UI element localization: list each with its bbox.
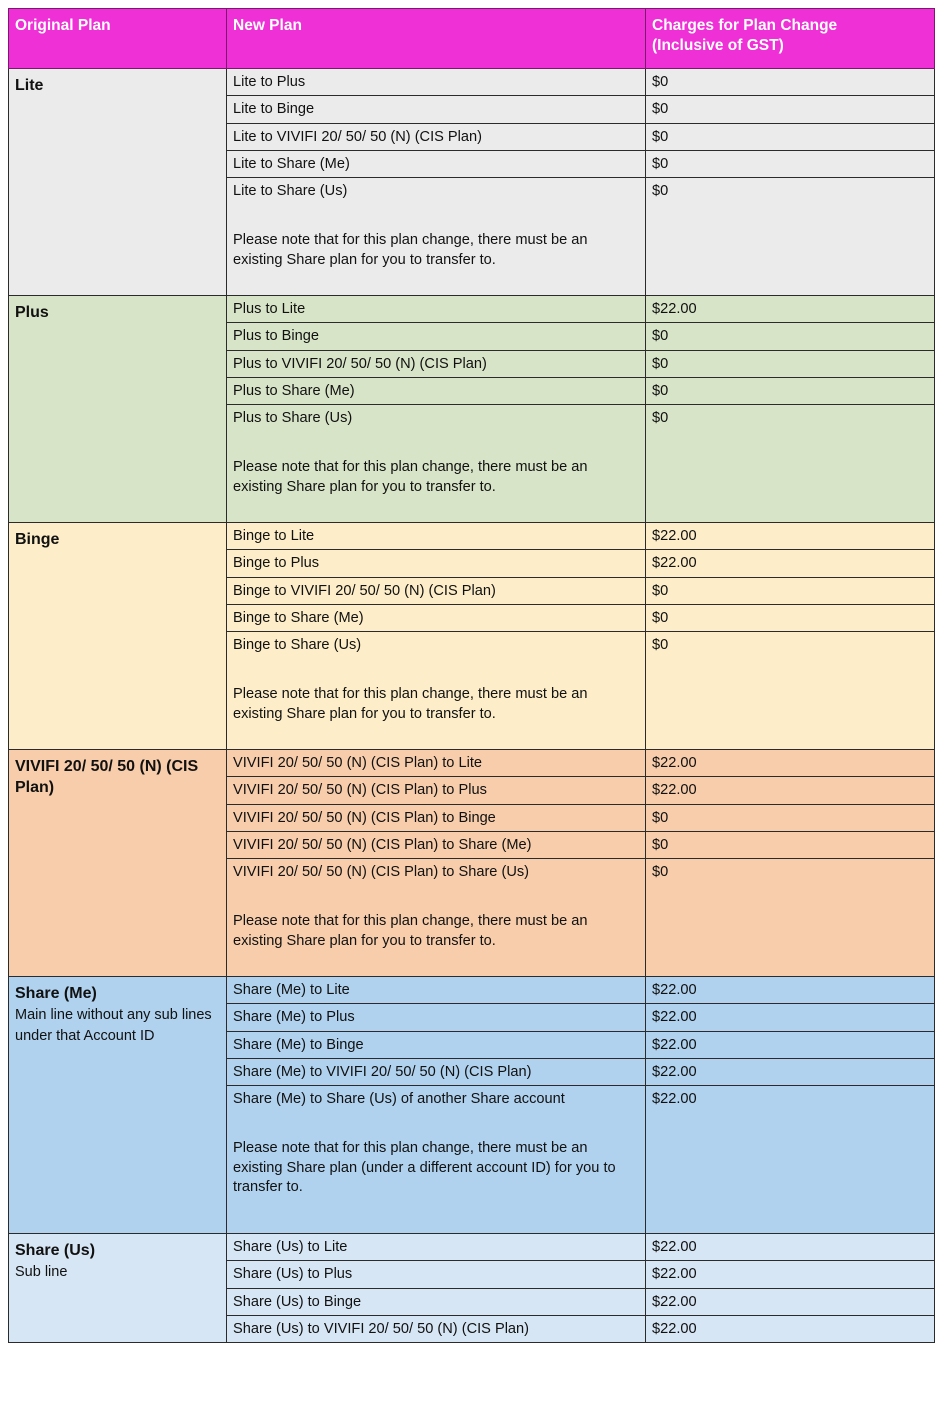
- new-plan-label: Plus to Share (Me): [233, 382, 355, 399]
- new-plan-label: Share (Me) to Binge: [233, 1036, 364, 1053]
- table-row: [9, 523, 935, 550]
- plan-change-note: Please note that for this plan change, there must be an existing Share plan (under a different account ID) for you to transfer to.: [233, 1140, 616, 1195]
- charge-cell: $0: [646, 69, 935, 96]
- charge-cell: $22.00: [646, 296, 935, 323]
- charge-cell: $0: [646, 804, 935, 831]
- new-plan-label: Share (Me) to Share (Us) of another Share account: [233, 1091, 565, 1107]
- new-plan-label: VIVIFI 20/ 50/ 50 (N) (CIS Plan) to Binge: [233, 809, 496, 826]
- charge-cell: $0: [646, 405, 935, 523]
- original-plan-name: Share (Me): [15, 985, 97, 1002]
- new-plan-label: VIVIFI 20/ 50/ 50 (N) (CIS Plan) to Plus: [233, 782, 487, 799]
- charge-cell: $0: [646, 96, 935, 123]
- new-plan-cell: [227, 178, 646, 296]
- new-plan-cell: [227, 1315, 646, 1342]
- new-plan-cell: [227, 1004, 646, 1031]
- charge-cell: $22.00: [646, 1234, 935, 1261]
- new-plan-cell: [227, 1086, 646, 1234]
- original-plan-subtext: Main line without any sub lines under that Account ID: [15, 1007, 212, 1045]
- new-plan-label: VIVIFI 20/ 50/ 50 (N) (CIS Plan) to Share (Us): [233, 864, 530, 880]
- new-plan-label: Binge to Lite: [233, 528, 315, 544]
- table-row: [9, 69, 935, 96]
- new-plan-cell: [227, 123, 646, 150]
- new-plan-cell: [227, 750, 646, 777]
- new-plan-cell: [227, 977, 646, 1004]
- header-charges-line1: Charges for Plan Change: [652, 17, 838, 34]
- charge-cell: $22.00: [646, 1315, 935, 1342]
- plan-change-note: Please note that for this plan change, there must be an existing Share plan for you to transfer to.: [233, 232, 588, 268]
- new-plan-cell: [227, 323, 646, 350]
- charge-cell: $22.00: [646, 1031, 935, 1058]
- new-plan-label: Binge to VIVIFI 20/ 50/ 50 (N) (CIS Plan): [233, 582, 496, 599]
- charge-cell: $22.00: [646, 550, 935, 577]
- charge-cell: $22.00: [646, 777, 935, 804]
- charge-cell: $0: [646, 123, 935, 150]
- plan-change-note: Please note that for this plan change, there must be an existing Share plan for you to transfer to.: [233, 459, 588, 495]
- new-plan-label: Share (Me) to Lite: [233, 982, 350, 998]
- new-plan-cell: [227, 523, 646, 550]
- table-row: [9, 977, 935, 1004]
- table-row: [9, 296, 935, 323]
- new-plan-label: Lite to VIVIFI 20/ 50/ 50 (N) (CIS Plan): [233, 128, 483, 145]
- new-plan-cell: [227, 831, 646, 858]
- new-plan-label: Share (Us) to Binge: [233, 1293, 362, 1310]
- header-row: [9, 9, 935, 69]
- new-plan-cell: [227, 1031, 646, 1058]
- new-plan-cell: [227, 1288, 646, 1315]
- original-plan-cell-share-us: [9, 1234, 227, 1343]
- new-plan-cell: [227, 377, 646, 404]
- charge-cell: $22.00: [646, 1004, 935, 1031]
- new-plan-label: VIVIFI 20/ 50/ 50 (N) (CIS Plan) to Share (Me): [233, 836, 532, 853]
- plan-change-note: Please note that for this plan change, there must be an existing Share plan for you to transfer to.: [233, 686, 588, 722]
- new-plan-cell: [227, 1234, 646, 1261]
- charge-cell: $0: [646, 604, 935, 631]
- original-plan-cell-vivifi: [9, 750, 227, 977]
- header-charges-line2: (Inclusive of GST): [652, 37, 784, 55]
- charge-cell: $0: [646, 831, 935, 858]
- new-plan-label: Plus to VIVIFI 20/ 50/ 50 (N) (CIS Plan): [233, 355, 487, 372]
- charge-cell: $0: [646, 632, 935, 750]
- new-plan-cell: [227, 859, 646, 977]
- original-plan-cell-plus: [9, 296, 227, 523]
- new-plan-label: Lite to Plus: [233, 74, 306, 90]
- new-plan-cell: [227, 1058, 646, 1085]
- charge-cell: $0: [646, 577, 935, 604]
- new-plan-cell: [227, 350, 646, 377]
- new-plan-label: Plus to Binge: [233, 328, 319, 345]
- new-plan-cell: [227, 1261, 646, 1288]
- new-plan-label: Share (Me) to Plus: [233, 1009, 355, 1026]
- table-header: [9, 9, 935, 69]
- header-original-plan: Original Plan: [9, 9, 227, 69]
- new-plan-label: Share (Us) to Lite: [233, 1239, 348, 1255]
- original-plan-name: Plus: [15, 304, 49, 321]
- charge-cell: $0: [646, 178, 935, 296]
- new-plan-cell: [227, 96, 646, 123]
- plan-change-note: Please note that for this plan change, there must be an existing Share plan for you to transfer to.: [233, 913, 588, 949]
- table-row: [9, 1234, 935, 1261]
- new-plan-label: Share (Me) to VIVIFI 20/ 50/ 50 (N) (CIS Plan): [233, 1063, 532, 1080]
- charge-cell: $22.00: [646, 750, 935, 777]
- header-charges: [646, 9, 935, 69]
- new-plan-label: Plus to Share (Us): [233, 410, 353, 426]
- new-plan-label: Lite to Share (Us): [233, 183, 348, 199]
- new-plan-cell: [227, 804, 646, 831]
- original-plan-cell-lite: [9, 69, 227, 296]
- original-plan-cell-binge: [9, 523, 227, 750]
- charge-cell: $0: [646, 150, 935, 177]
- new-plan-label: Share (Us) to Plus: [233, 1266, 353, 1283]
- new-plan-label: Lite to Binge: [233, 101, 315, 118]
- new-plan-cell: [227, 604, 646, 631]
- new-plan-cell: [227, 150, 646, 177]
- new-plan-cell: [227, 577, 646, 604]
- original-plan-name: Binge: [15, 531, 60, 548]
- new-plan-cell: [227, 777, 646, 804]
- new-plan-label: Share (Us) to VIVIFI 20/ 50/ 50 (N) (CIS Plan): [233, 1320, 530, 1337]
- new-plan-cell: [227, 296, 646, 323]
- charge-cell: $0: [646, 377, 935, 404]
- new-plan-label: Binge to Share (Us): [233, 637, 362, 653]
- new-plan-cell: [227, 69, 646, 96]
- charge-cell: $22.00: [646, 977, 935, 1004]
- charge-cell: $22.00: [646, 1261, 935, 1288]
- new-plan-label: Plus to Lite: [233, 301, 306, 317]
- charge-cell: $22.00: [646, 523, 935, 550]
- table-body: [9, 69, 935, 1343]
- new-plan-label: Lite to Share (Me): [233, 155, 350, 172]
- new-plan-cell: [227, 550, 646, 577]
- plan-change-charges-table: [8, 8, 935, 1343]
- charge-cell: $22.00: [646, 1058, 935, 1085]
- header-new-plan: New Plan: [227, 9, 646, 69]
- table-row: [9, 750, 935, 777]
- original-plan-subtext: Sub line: [15, 1264, 68, 1281]
- charge-cell: $22.00: [646, 1086, 935, 1234]
- new-plan-cell: [227, 632, 646, 750]
- new-plan-cell: [227, 405, 646, 523]
- charge-cell: $22.00: [646, 1288, 935, 1315]
- original-plan-cell-share-me: [9, 977, 227, 1234]
- original-plan-name: VIVIFI 20/ 50/ 50 (N) (CIS Plan): [15, 758, 199, 797]
- new-plan-label: VIVIFI 20/ 50/ 50 (N) (CIS Plan) to Lite: [233, 755, 483, 771]
- original-plan-name: Lite: [15, 77, 44, 94]
- charge-cell: $0: [646, 323, 935, 350]
- charge-cell: $0: [646, 350, 935, 377]
- new-plan-label: Binge to Plus: [233, 555, 319, 572]
- charge-cell: $0: [646, 859, 935, 977]
- new-plan-label: Binge to Share (Me): [233, 609, 364, 626]
- original-plan-name: Share (Us): [15, 1242, 96, 1259]
